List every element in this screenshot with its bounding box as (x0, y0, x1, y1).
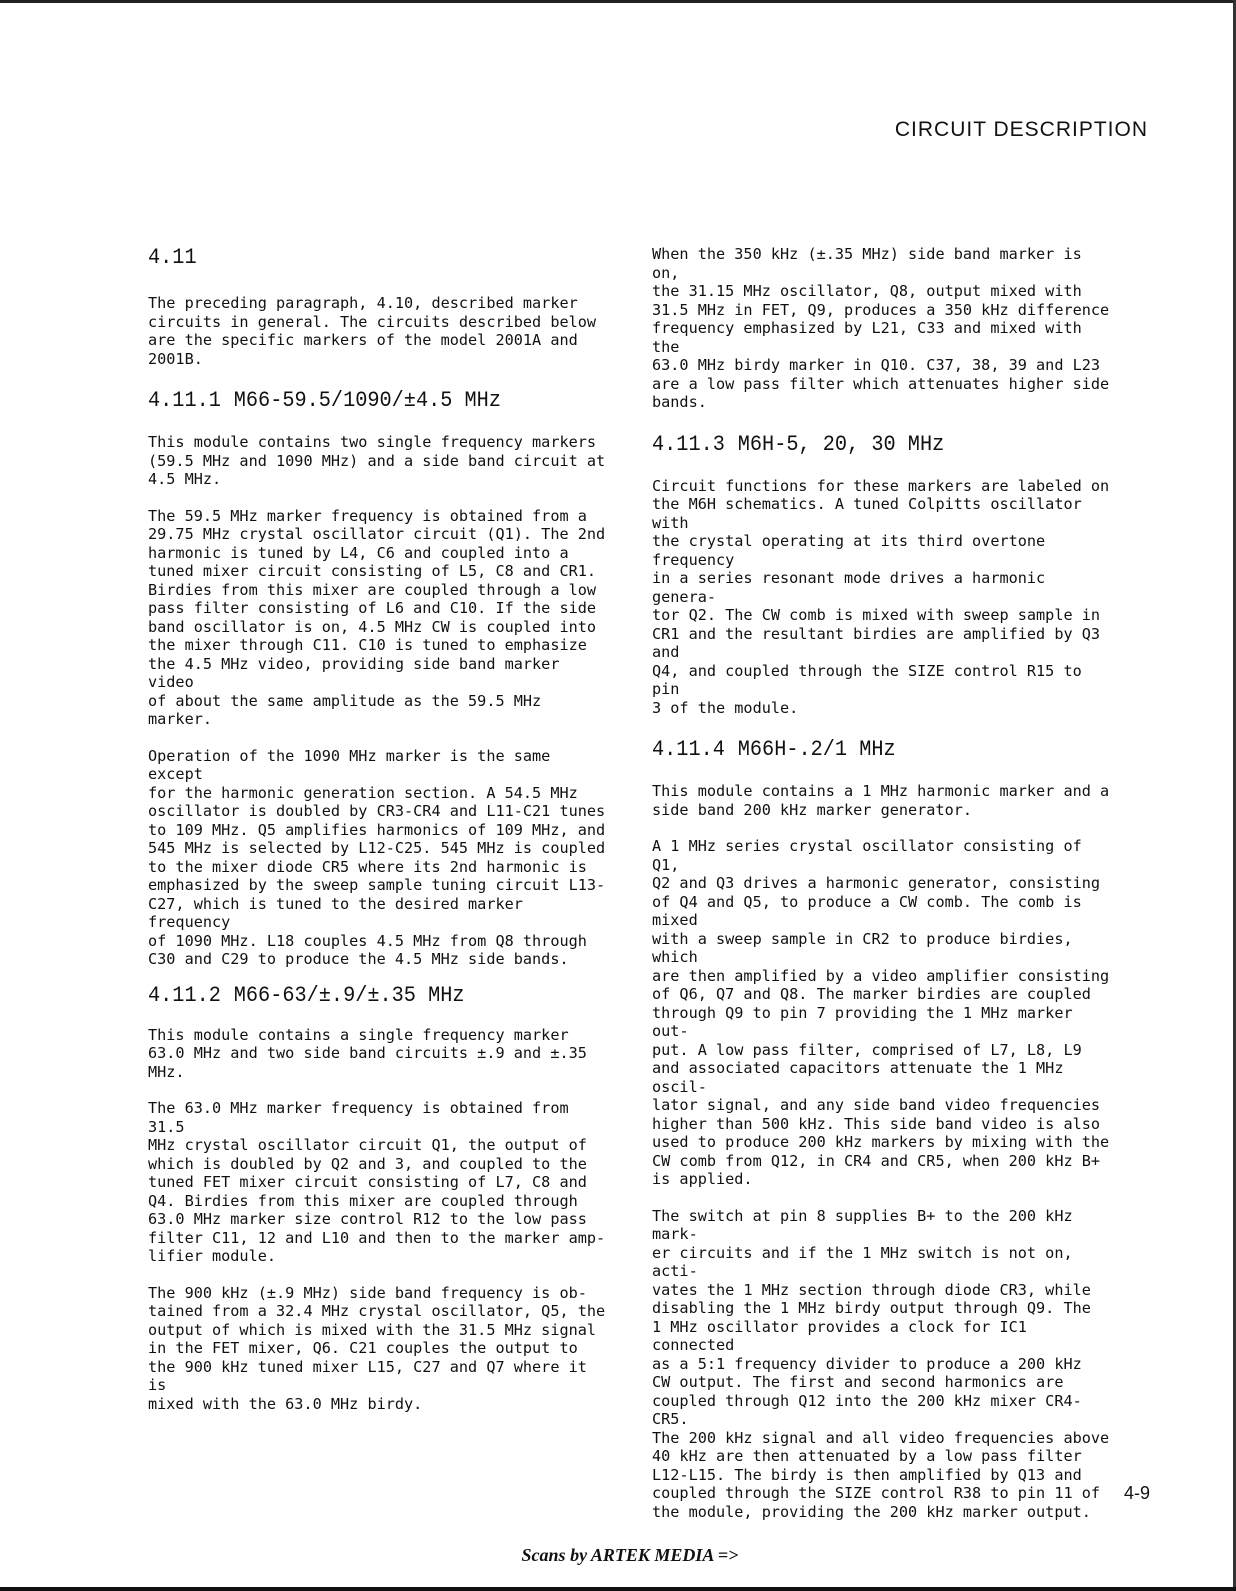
running-header: CIRCUIT DESCRIPTION (894, 118, 1148, 141)
section-number: 4.11.1 (148, 388, 221, 413)
section-heading-4-11: 4.11 (148, 245, 197, 270)
paragraph: The 59.5 MHz marker frequency is obtained from a 29.75 MHz crystal oscillator circuit (Q1). The 2nd harmonic is tuned by L4, C6 and coupled into a tuned mixer circuit consisting of L5, C8 and CR1. Birdies from this mixer are coupled through a low pass filter consisting of L6 and C10. If the side band oscillator is on, 4.5 MHz CW is coupled into the mixer through C11. C10 is tuned to emphasize the 4.5 MHz video, providing side band marker video of about the same amplitude as the 59.5 MHz marker. (148, 506, 606, 728)
paragraph: This module contains two single frequency markers (59.5 MHz and 1090 MHz) and a side band circuit at 4.5 MHz. (148, 433, 606, 488)
section-heading-4-11-3 (652, 432, 1075, 457)
left-column (148, 245, 608, 1431)
section-title: M6H-5, 20, 30 MHz (737, 431, 945, 457)
section-heading-4-11-1 (148, 388, 571, 413)
page-number: 4-9 (1123, 1483, 1150, 1503)
paragraph: A 1 MHz series crystal oscillator consisting of Q1, Q2 and Q3 drives a harmonic generator, consisting of Q4 and Q5, to produce a CW comb. The comb is mixed with a sweep sample in CR2 to produce birdies, which are then amplified by a video amplifier consisting of Q6, Q7 and Q8. The marker birdies are coupled through Q9 to pin 7 providing the 1 MHz marker out- put. A low pass filter, comprised of L7, L8, L9 and associated capacitors attenuate the 1 MHz oscil- lator signal, and any side band video frequencies higher than 500 kHz. This side band video is also used to produce 200 kHz markers by mixing with the CW comb from Q12, in CR4 and CR5, when 200 kHz B+ is applied. (652, 837, 1110, 1188)
section-number: 4.11.4 (652, 737, 725, 762)
paragraph: This module contains a 1 MHz harmonic marker and a side band 200 kHz marker generator. (652, 782, 1110, 819)
scan-border-bottom (0, 1587, 1236, 1591)
paragraph: Circuit functions for these markers are labeled on the M6H schematics. A tuned Colpitts oscillator with the crystal operating at its third overtone frequency in a series resonant mode drives a harmonic genera- tor Q2. The CW comb is mixed with sweep sample in CR1 and the resultant birdies are amplified by Q3 and Q4, and coupled through the SIZE control R15 to pin 3 of the module. (652, 476, 1110, 717)
right-column (652, 245, 1112, 1539)
paragraph: The 900 kHz (±.9 MHz) side band frequency is ob- tained from a 32.4 MHz crystal oscillator, Q5, the output of which is mixed with the 31.5 MHz signal in the FET mixer, Q6. C21 couples the output to the 900 kHz tuned mixer L15, C27 and Q7 where it is mixed with the 63.0 MHz birdy. (148, 1283, 606, 1413)
section-heading-4-11-4 (652, 737, 1075, 762)
scan-border-top (0, 0, 1236, 3)
section-title: M66-59.5/1090/±4.5 MHz (233, 388, 501, 413)
scan-credit: Scans by ARTEK MEDIA => (521, 1545, 739, 1565)
paragraph: The 63.0 MHz marker frequency is obtained from 31.5 MHz crystal oscillator circuit Q1, the output of which is doubled by Q2 and 3, and coupled to the tuned FET mixer circuit consisting of L7, C8 and Q4. Birdies from this mixer are coupled through 63.0 MHz marker size control R12 to the low pass filter C11, 12 and L10 and then to the marker amp- lifier module. (148, 1099, 606, 1265)
paragraph-intro: The preceding paragraph, 4.10, described marker circuits in general. The circuits described below are the specific markers of the model 2001A and 2001B. (148, 294, 597, 368)
section-heading-4-11-2 (148, 983, 571, 1008)
section-number: 4.11.2 (148, 982, 221, 1008)
paragraph: Operation of the 1090 MHz marker is the same except for the harmonic generation section. A 54.5 MHz oscillator is doubled by CR3-CR4 and L11-C21 tunes to 109 MHz. Q5 amplifies harmonics of 109 MHz, and 545 MHz is selected by L12-C25. 545 MHz is coupled to the mixer diode CR5 where its 2nd harmonic is emphasized by the sweep sample tuning circuit L13- C27, which is tuned to the desired marker frequency of 1090 MHz. L18 couples 4.5 MHz from Q8 through C30 and C29 to produce the 4.5 MHz side bands. (148, 746, 606, 968)
paragraph: The switch at pin 8 supplies B+ to the 200 kHz mark- er circuits and if the 1 MHz switch is not on, acti- vates the 1 MHz section through diode CR3, while disabling the 1 MHz birdy output through Q9. The 1 MHz oscillator provides a clock for IC1 connected as a 5:1 frequency divider to produce a 200 kHz CW output. The first and second harmonics are coupled through Q12 into the 200 kHz mixer CR4-CR5. The 200 kHz signal and all video frequencies above 40 kHz are then attenuated by a low pass filter L12-L15. The birdy is then amplified by Q13 and coupled through the SIZE control R38 to pin 11 of the module, providing the 200 kHz marker output. (652, 1206, 1110, 1521)
paragraph: This module contains a single frequency marker 63.0 MHz and two side band circuits ±.9 and ±.35 MHz. (148, 1025, 587, 1081)
section-number: 4.11.3 (652, 431, 725, 457)
section-title: M66H-.2/1 MHz (737, 737, 896, 762)
section-title: M66-63/±.9/±.35 MHz (233, 982, 465, 1008)
paragraph-sideband: When the 350 kHz (±.35 MHz) side band marker is on, the 31.15 MHz oscillator, Q8, output mixed with 31.5 MHz in FET, Q9, produces a 350 kHz difference frequency emphasized by L21, C33 and mixed with the 63.0 MHz birdy marker in Q10. C37, 38, 39 and L23 are a low pass filter which attenuates higher side bands. (652, 245, 1110, 411)
